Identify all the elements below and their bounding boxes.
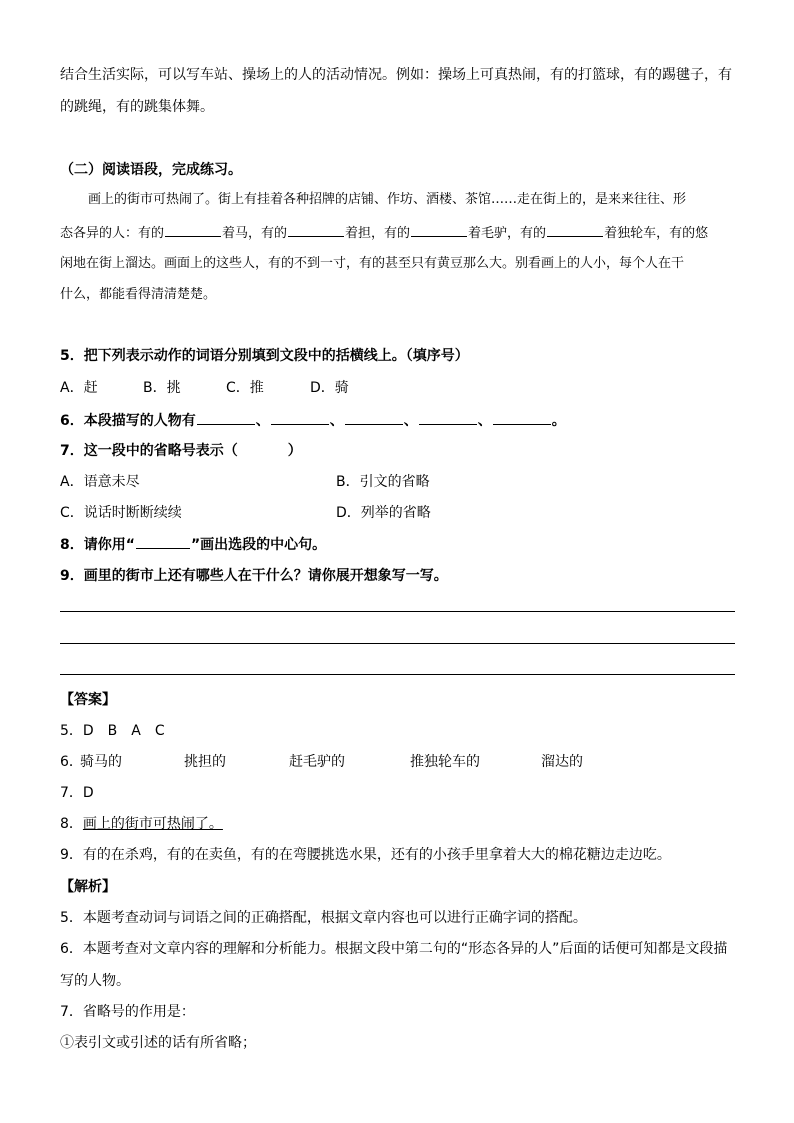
section-title: （二）阅读语段，完成练习。 — [60, 162, 242, 178]
passage-line-4: 什么，都能看得清清楚楚。 — [60, 287, 217, 302]
answer-8 — [60, 814, 223, 834]
q6-separator: 、 — [255, 413, 270, 429]
analysis-6-line-2: 写的人物。 — [60, 973, 130, 989]
fill-blank[interactable] — [271, 410, 329, 425]
question-5: 5．把下列表示动作的词语分别填到文段中的括横线上。（填序号） — [60, 348, 469, 364]
question-7 — [60, 441, 302, 461]
answer-6-item: 赶毛驴的 — [289, 754, 345, 770]
fill-blank[interactable] — [345, 410, 403, 425]
q6-separator: 、 — [477, 413, 492, 429]
q5-option-d: D．骑 — [310, 380, 349, 396]
intro-line-2: 的跳绳，有的跳集体舞。 — [60, 99, 214, 115]
answer-6-item: 溜达的 — [541, 754, 583, 770]
passage-line-1: 画上的街市可热闹了。街上有挂着各种招牌的店铺、作坊、酒楼、茶馆……走在街上的，是来来往往、形 — [88, 192, 687, 207]
q7-option-b: B．引文的省略 — [336, 474, 430, 490]
passage-text: 着独轮车，有的悠 — [604, 226, 709, 241]
answer-8-text: 画上的街市可热闹了。 — [82, 816, 223, 832]
analysis-heading: 【解析】 — [60, 879, 116, 895]
q8-text: 8．请你用“ — [60, 537, 135, 553]
q5-option-b: B．挑 — [143, 380, 181, 396]
fill-blank[interactable] — [419, 410, 477, 425]
answer-5: 5．D B A C — [60, 723, 165, 739]
q5-option-a: A．赶 — [60, 380, 98, 396]
fill-blank[interactable] — [165, 222, 221, 237]
analysis-6-line-1: 6．本题考查对文章内容的理解和分析能力。根据文段中第二句的“形态各异的人”后面的话便可知都是文段描 — [60, 941, 728, 957]
question-9: 9．画里的街市上还有哪些人在干什么？请你展开想象写一写。 — [60, 568, 448, 584]
q7-option-d: D．列举的省略 — [336, 505, 431, 521]
passage-line-3: 闲地在街上溜达。画面上的这些人，有的不到一寸，有的甚至只有黄豆那么大。别看画上的人小，每个人在干 — [60, 256, 685, 271]
q6-separator: 、 — [403, 413, 418, 429]
answers-heading: 【答案】 — [60, 692, 116, 708]
q6-text: 6．本段描写的人物有 — [60, 413, 196, 429]
answer-6-item: 骑马的 — [80, 754, 122, 770]
passage-text: 着担，有的 — [345, 226, 411, 241]
q7-option-c: C．说话时断断续续 — [60, 505, 182, 521]
analysis-7: 7．省略号的作用是： — [60, 1004, 195, 1020]
answer-line[interactable] — [60, 674, 735, 675]
passage-text: 着毛驴，有的 — [468, 226, 547, 241]
answer-line[interactable] — [60, 611, 735, 612]
intro-line-1: 结合生活实际，可以写车站、操场上的人的活动情况。例如：操场上可真热闹，有的打篮球，有的踢毽子，有 — [60, 67, 732, 83]
analysis-7-item-1: ①表引文或引述的话有所省略； — [60, 1035, 256, 1051]
answer-8-number: 8． — [60, 816, 83, 832]
q8-text: ”画出选段的中心句。 — [190, 537, 327, 553]
answer-7: 7．D — [60, 785, 94, 801]
q5-option-c: C．推 — [226, 380, 264, 396]
fill-blank[interactable] — [411, 222, 467, 237]
q6-end: 。 — [551, 413, 566, 429]
fill-blank — [136, 534, 190, 549]
analysis-5: 5．本题考查动词与词语之间的正确搭配，根据文章内容也可以进行正确字词的搭配。 — [60, 910, 587, 926]
fill-blank[interactable] — [547, 222, 603, 237]
passage-line-2 — [60, 222, 708, 244]
answer-9: 9．有的在杀鸡，有的在卖鱼，有的在弯腰挑选水果，还有的小孩手里拿着大大的棉花糖边走边吃。 — [60, 847, 671, 863]
question-6 — [60, 410, 566, 431]
fill-blank[interactable] — [493, 410, 551, 425]
fill-blank[interactable] — [288, 222, 344, 237]
answer-line[interactable] — [60, 643, 735, 644]
answer-6-number: 6． — [60, 754, 83, 770]
fill-blank[interactable] — [197, 410, 255, 425]
q7-text: 7．这一段中的省略号表示（ — [60, 443, 238, 459]
question-8 — [60, 534, 326, 555]
passage-text: 着马，有的 — [222, 226, 288, 241]
q7-text: ） — [287, 443, 302, 459]
answer-6-item: 挑担的 — [184, 754, 226, 770]
passage-text: 态各异的人：有的 — [60, 226, 165, 241]
q6-separator: 、 — [329, 413, 344, 429]
answer-6-item: 推独轮车的 — [410, 754, 480, 770]
q7-option-a: A．语意未尽 — [60, 474, 140, 490]
